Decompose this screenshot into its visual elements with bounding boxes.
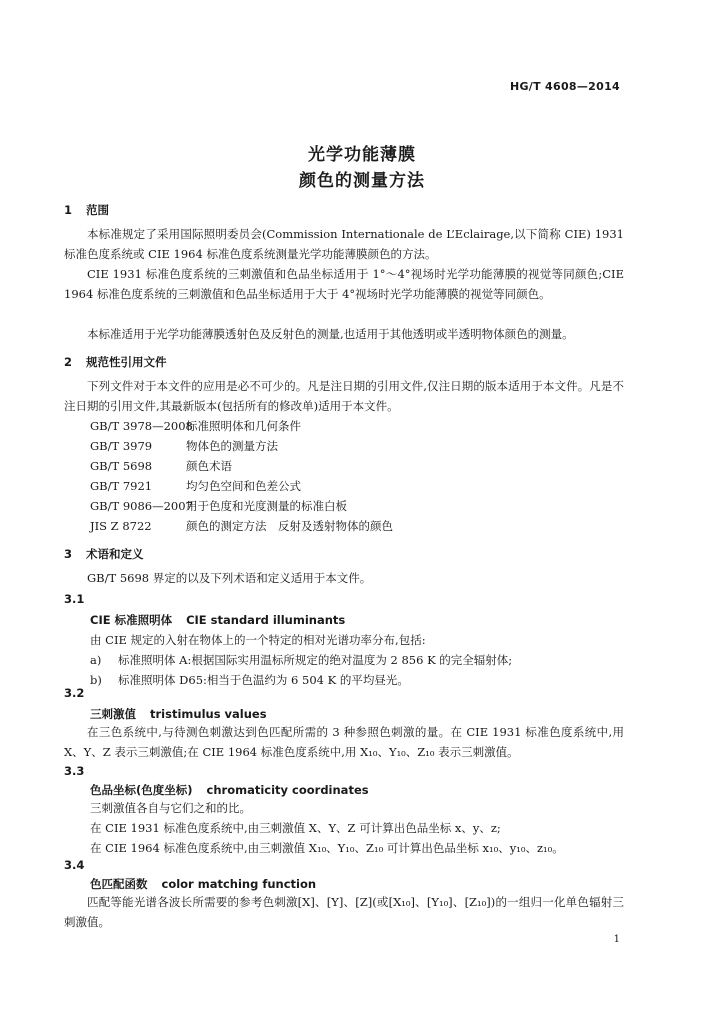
section-title: 范围 [86,203,109,217]
term-english: CIE standard illuminants [186,613,346,627]
reference-title: 物体色的测量方法 [186,439,278,453]
list-item [90,672,409,688]
reference-item [90,518,393,534]
reference-code: GB/T 9086—2007 [90,499,193,513]
page-number: 1 [613,934,620,945]
reference-code: GB/T 3979 [90,439,153,453]
reference-item [90,478,301,494]
section-number: 1 [64,203,73,217]
reference-title: 颜色术语 [186,459,232,473]
term-3-1-definition: 由 CIE 规定的入射在物体上的一个特定的相对光谱功率分布,包括: [90,633,426,647]
section-1-paragraph-3: 本标准适用于光学功能薄膜透射色及反射色的测量,也适用于其他透明或半透明物体颜色的测量。 [87,327,574,341]
section-2-intro: 下列文件对于本文件的应用是必不可少的。凡是注日期的引用文件,仅注日期的版本适用于本文件。凡是不注日期的引用文件,其最新版本(包括所有的修改单)适用于本文件。 [64,379,624,413]
list-label: b) [90,673,102,687]
term-3-3-definition: 三刺激值各自与它们之和的比。 [90,801,251,815]
term-3-4 [90,876,316,892]
reference-code: GB/T 5698 [90,459,153,473]
reference-item [90,498,347,514]
term-3-3-line-2: 在 CIE 1931 标准色度系统中,由三刺激值 X、Y、Z 可计算出色品坐标 x、y、z; [90,821,501,835]
term-english: chromaticity coordinates [206,783,369,797]
section-1-paragraph-1: 本标准规定了采用国际照明委员会(Commission Internationale de L’Eclairage,以下简称 CIE) 1931 标准色度系统或 CIE 1964 标准色度系统测量光学功能薄膜颜色的方法。 [64,227,624,261]
document-title-line2: 颜色的测量方法 [299,171,425,191]
document-title-line1: 光学功能薄膜 [308,145,416,165]
subsection-3-1-number: 3.1 [64,592,85,606]
section-title: 规范性引用文件 [86,355,167,369]
reference-item [90,418,301,434]
term-3-2 [90,706,267,722]
reference-code: GB/T 3978—2008 [90,419,193,433]
term-3-3 [90,782,369,798]
list-item [90,652,512,668]
term-chinese: 色品坐标(色度坐标) [90,783,193,797]
term-3-1 [90,612,345,628]
reference-code: GB/T 7921 [90,479,153,493]
section-title: 术语和定义 [86,547,144,561]
term-chinese: 色匹配函数 [90,877,148,891]
reference-title: 颜色的测定方法 反射及透射物体的颜色 [186,519,393,533]
term-chinese: 三刺激值 [90,707,136,721]
section-2-heading [64,354,167,370]
subsection-3-3-number: 3.3 [64,764,85,778]
reference-title: 用于色度和光度测量的标准白板 [186,499,347,513]
subsection-3-4-number: 3.4 [64,858,85,872]
section-number: 3 [64,547,73,561]
term-chinese: CIE 标准照明体 [90,613,173,627]
term-english: tristimulus values [150,707,267,721]
section-1-heading [64,202,109,218]
list-text: 标准照明体 A:根据国际实用温标所规定的绝对温度为 2 856 K 的完全辐射体; [118,653,513,667]
term-3-3-line-3: 在 CIE 1964 标准色度系统中,由三刺激值 X₁₀、Y₁₀、Z₁₀ 可计算出色品坐标 x₁₀、y₁₀、z₁₀。 [90,841,564,855]
reference-title: 标准照明体和几何条件 [186,419,301,433]
subsection-3-2-number: 3.2 [64,686,85,700]
list-text: 标准照明体 D65:相当于色温约为 6 504 K 的平均昼光。 [118,673,409,687]
reference-title: 均匀色空间和色差公式 [186,479,301,493]
term-english: color matching function [161,877,317,891]
section-1-paragraph-2: CIE 1931 标准色度系统的三刺激值和色品坐标适用于 1°～4°视场时光学功能薄膜的视觉等同颜色;CIE 1964 标准色度系统的三刺激值和色品坐标适用于大于 4°视场时光学功能薄膜的视觉等同颜色。 [64,267,624,301]
list-label: a) [90,653,102,667]
standard-code: HG/T 4608—2014 [509,80,620,93]
reference-code: JIS Z 8722 [90,519,152,533]
reference-item [90,438,278,454]
reference-item [90,458,232,474]
term-3-4-definition: 匹配等能光谱各波长所需要的参考色刺激[X]、[Y]、[Z](或[X₁₀]、[Y₁₀]、[Z₁₀])的一组归一化单色辐射三刺激值。 [64,895,624,929]
term-3-2-definition: 在三色系统中,与待测色刺激达到色匹配所需的 3 种参照色刺激的量。在 CIE 1931 标准色度系统中,用 X、Y、Z 表示三刺激值;在 CIE 1964 标准色度系统中,用 X₁₀、Y₁₀、Z₁₀ 表示三刺激值。 [64,725,624,759]
section-number: 2 [64,355,73,369]
section-3-intro: GB/T 5698 界定的以及下列术语和定义适用于本文件。 [87,571,372,585]
section-3-heading [64,546,144,562]
